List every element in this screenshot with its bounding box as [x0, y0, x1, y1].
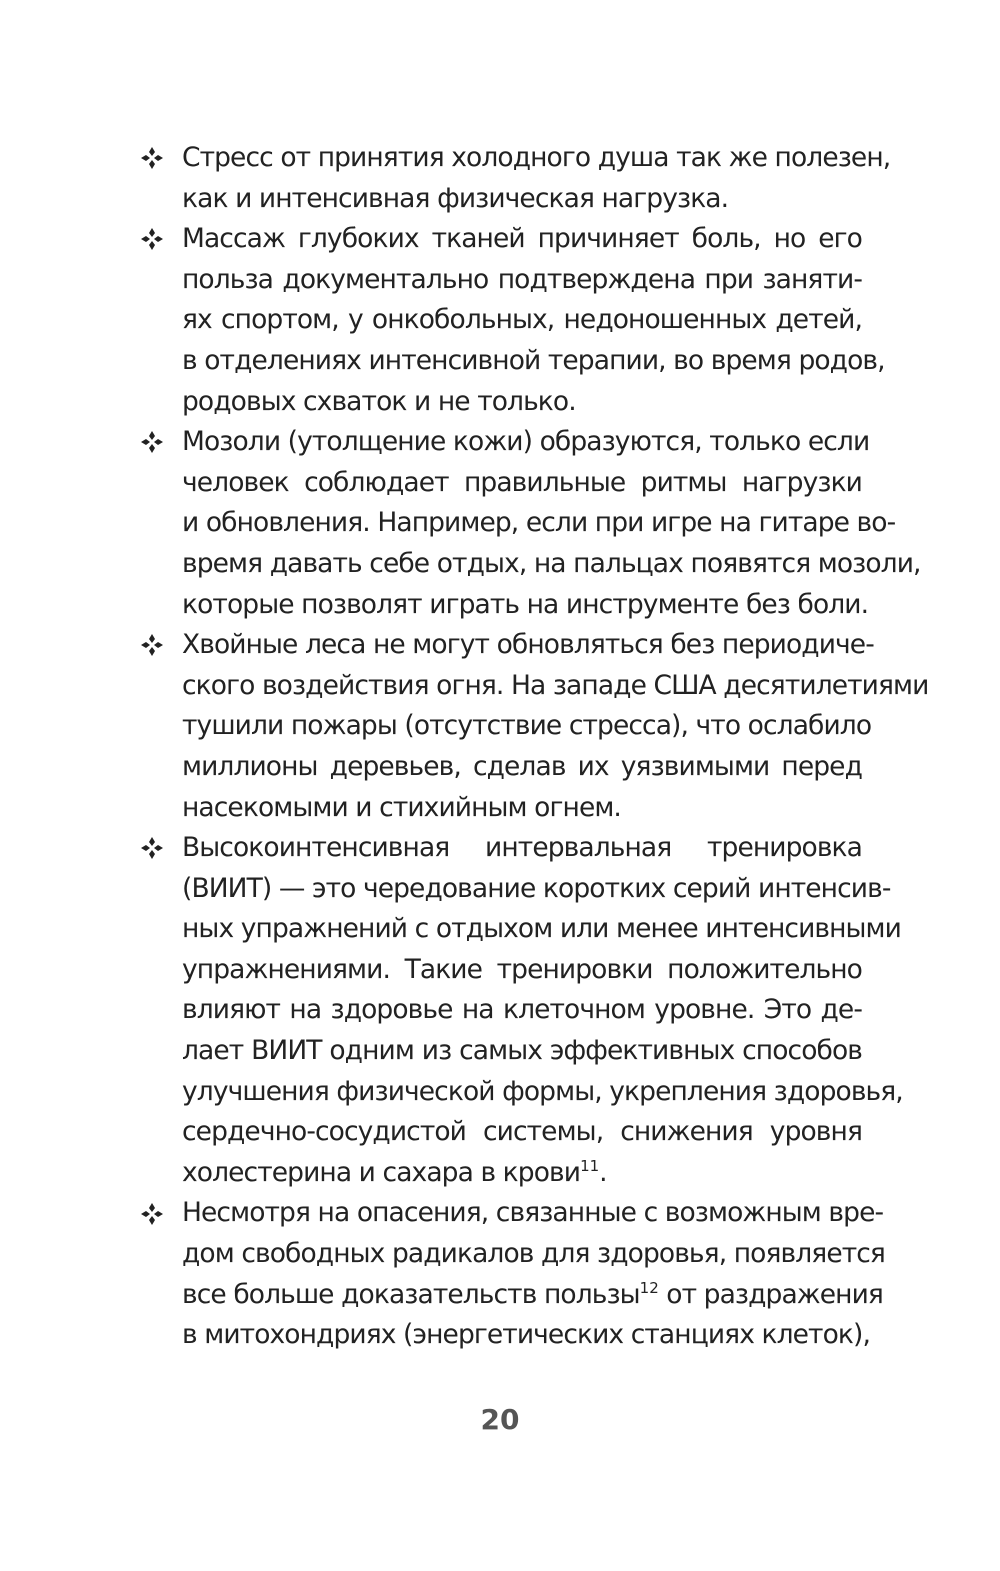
text-line: как и интенсивная физическая нагрузка.: [182, 182, 729, 214]
bullet-list: [140, 138, 929, 1356]
text-line: ях спортом, у онкобольных, недоношенных детей,: [182, 304, 862, 336]
four-diamond-ornament-icon: [140, 138, 168, 179]
text-line: Стресс от принятия холодного душа так же полезен,: [182, 142, 891, 173]
text-line: ского воздействия огня. На западе США десятилетиями: [182, 669, 929, 701]
text-segment: от раздражения: [658, 1278, 883, 1310]
text-line: Хвойные леса не могут обновляться без периодиче-: [182, 629, 874, 661]
text-segment: все больше доказательств пользы: [182, 1278, 640, 1310]
four-diamond-ornament-icon: [140, 625, 168, 666]
four-diamond-ornament-icon: [140, 1193, 168, 1234]
text-line: Несмотря на опасения, связанные с возможным вре-: [182, 1197, 884, 1229]
text-line: Массаж глубоких тканей причиняет боль, но его: [182, 223, 862, 255]
list-item: [140, 138, 891, 219]
text-line: родовых схваток и не только.: [182, 385, 576, 417]
text-line: сердечно-сосудистой системы, снижения уровня: [182, 1116, 862, 1148]
text-line: тушили пожары (отсутствие стресса), что ослабило: [182, 710, 872, 742]
text-line: и обновления. Например, если при игре на гитаре во-: [182, 507, 896, 539]
text-line: которые позволят играть на инструменте без боли.: [182, 588, 869, 620]
text-line: человек соблюдает правильные ритмы нагрузки: [182, 466, 862, 498]
text-line: Мозоли (утолщение кожи) образуются, только если: [182, 426, 870, 458]
text-segment: .: [599, 1156, 607, 1188]
list-item: [140, 828, 903, 1193]
text-line: Высокоинтенсивная интервальная тренировка: [182, 832, 862, 864]
text-line: польза документально подтверждена при заняти-: [182, 263, 862, 295]
text-line: лает ВИИТ одним из самых эффективных способов: [182, 1035, 862, 1067]
text-line: улучшения физической формы, укрепления здоровья,: [182, 1075, 903, 1107]
footnote-marker: 12: [639, 1278, 659, 1297]
text-segment: холестерина и сахара в крови: [182, 1156, 581, 1188]
four-diamond-ornament-icon: [140, 219, 168, 260]
text-line: миллионы деревьев, сделав их уязвимыми перед: [182, 750, 862, 782]
text-line: в митохондриях (энергетических станциях клеток),: [182, 1319, 870, 1351]
list-item: [140, 1193, 885, 1355]
text-line: (ВИИТ) — это чередование коротких серий интенсив-: [182, 872, 891, 904]
four-diamond-ornament-icon: [140, 828, 168, 869]
page-number: 20: [480, 1403, 520, 1436]
text-line: в отделениях интенсивной терапии, во время родов,: [182, 344, 885, 376]
list-item: [140, 219, 885, 422]
four-diamond-ornament-icon: [140, 422, 168, 463]
list-item: [140, 422, 921, 625]
text-line: насекомыми и стихийным огнем.: [182, 791, 621, 823]
text-line-with-footnote: [182, 1153, 862, 1194]
footnote-marker: 11: [580, 1157, 600, 1176]
text-line-with-footnote: [182, 1275, 883, 1316]
text-line: влияют на здоровье на клеточном уровне. Это де-: [182, 994, 862, 1026]
text-line: ных упражнений с отдыхом или менее интенсивными: [182, 913, 901, 945]
text-line: упражнениями. Такие тренировки положительно: [182, 953, 862, 985]
list-item: [140, 625, 929, 828]
text-line: время давать себе отдых, на пальцах появятся мозоли,: [182, 547, 921, 579]
text-line: дом свободных радикалов для здоровья, появляется: [182, 1238, 885, 1270]
